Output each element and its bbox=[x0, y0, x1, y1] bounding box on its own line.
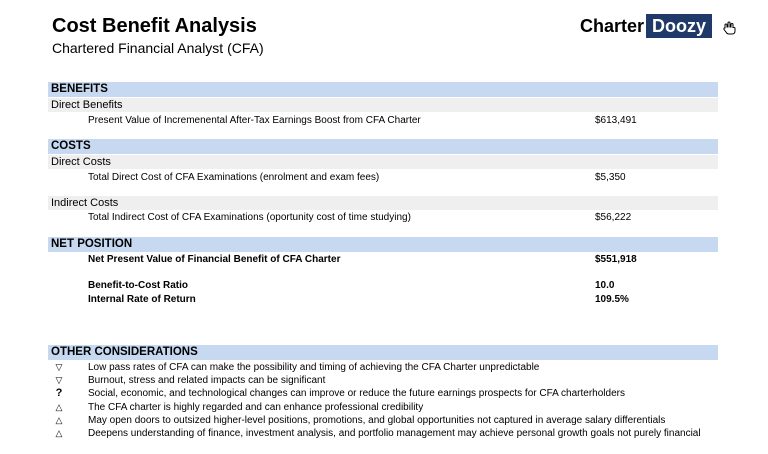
indirect-cost-label: Total Indirect Cost of CFA Examinations (oportunity cost of time studying) bbox=[88, 212, 411, 223]
logo-text-charter: Charter bbox=[580, 15, 645, 36]
bcr-value: 10.0 bbox=[595, 280, 615, 291]
pv-earnings-value: $613,491 bbox=[595, 115, 637, 126]
consideration-item: Social, economic, and technological changes can improve or reduce the future earnings prospects for CFA charterholders bbox=[88, 388, 625, 399]
consideration-item: Deepens understanding of finance, investment analysis, and portfolio management may achieve personal growth goals not purely financial bbox=[88, 428, 701, 439]
up-triangle-icon: △ bbox=[55, 415, 63, 425]
up-triangle-icon: △ bbox=[55, 428, 63, 438]
npv-value: $551,918 bbox=[595, 254, 637, 265]
direct-costs-subheading: Direct Costs bbox=[48, 155, 718, 169]
down-triangle-icon: ▽ bbox=[55, 362, 63, 372]
charter-doozy-logo[interactable] bbox=[580, 15, 712, 37]
question-mark-icon: ? bbox=[55, 387, 63, 399]
logo-text-doozy: Doozy bbox=[646, 14, 712, 38]
page-subtitle: Chartered Financial Analyst (CFA) bbox=[52, 40, 264, 56]
indirect-costs-subheading: Indirect Costs bbox=[48, 196, 718, 210]
up-triangle-icon: △ bbox=[55, 402, 63, 412]
benefits-heading: BENEFITS bbox=[48, 82, 718, 97]
indirect-cost-value: $56,222 bbox=[595, 212, 632, 223]
direct-cost-label: Total Direct Cost of CFA Examinations (enrolment and exam fees) bbox=[88, 172, 380, 183]
bcr-label: Benefit-to-Cost Ratio bbox=[88, 280, 188, 291]
down-triangle-icon: ▽ bbox=[55, 375, 63, 385]
consideration-item: Burnout, stress and related impacts can be significant bbox=[88, 375, 326, 386]
direct-cost-value: $5,350 bbox=[595, 172, 626, 183]
costs-heading: COSTS bbox=[48, 139, 718, 154]
net-position-heading: NET POSITION bbox=[48, 237, 718, 252]
other-considerations-heading: OTHER CONSIDERATIONS bbox=[48, 345, 718, 360]
page-title: Cost Benefit Analysis bbox=[52, 15, 257, 37]
irr-value: 109.5% bbox=[595, 294, 629, 305]
npv-label: Net Present Value of Financial Benefit of CFA Charter bbox=[88, 254, 341, 265]
consideration-item: Low pass rates of CFA can make the possibility and timing of achieving the CFA Charter unpredictable bbox=[88, 362, 540, 373]
hand-pointer-icon bbox=[722, 20, 738, 36]
direct-benefits-subheading: Direct Benefits bbox=[48, 98, 718, 112]
irr-label: Internal Rate of Return bbox=[88, 294, 196, 305]
consideration-item: The CFA charter is highly regarded and can enhance professional credibility bbox=[88, 402, 424, 413]
pv-earnings-label: Present Value of Incremenental After-Tax Earnings Boost from CFA Charter bbox=[88, 115, 421, 126]
consideration-item: May open doors to outsized higher-level positions, promotions, and global opportunities not captured in average salary differentials bbox=[88, 415, 666, 426]
